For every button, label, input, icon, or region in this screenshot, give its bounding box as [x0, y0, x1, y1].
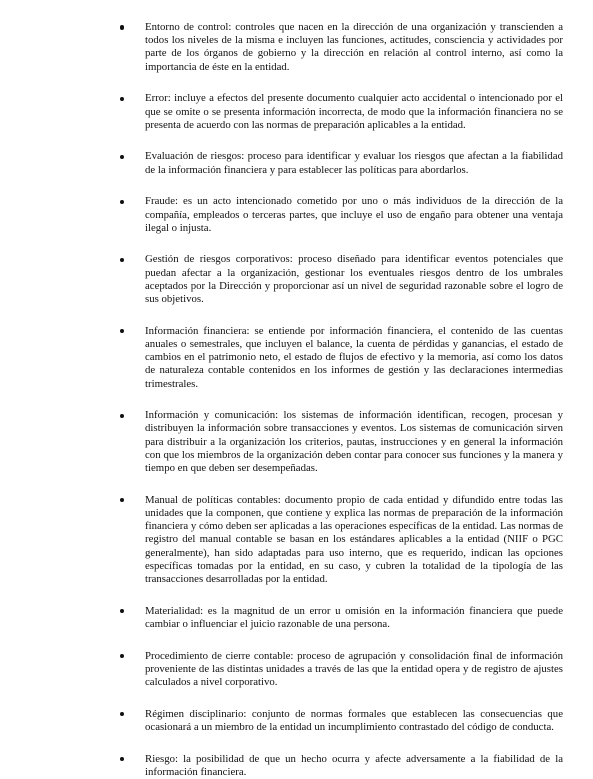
bullet-icon [118, 650, 126, 663]
definition-item [145, 708, 563, 734]
definition-item [145, 650, 563, 690]
bullet-icon [118, 92, 126, 105]
bullet-icon [118, 494, 126, 507]
definition-text: Entorno de control: controles que nacen en la dirección de una organización y transcienden a todos los niveles de la misma e incluyen las funciones, actitudes, consciencia y actividades por parte de los órganos de gobierno y la dirección en relación al control interno, así como la importancia de éste en la entidad. [145, 21, 563, 73]
definition-item [145, 150, 563, 176]
bullet-icon [118, 195, 126, 208]
definition-text: Gestión de riesgos corporativos: proceso diseñado para identificar eventos potenciales que puedan afectar a la organización, gestionar los eventuales riesgos dentro de los umbrales aceptados por la Dirección y proporcionar así un nivel de seguridad razonable sobre el logro de sus objetivos. [145, 253, 563, 306]
definition-item [145, 253, 563, 306]
definition-text: Evaluación de riesgos: proceso para identificar y evaluar los riesgos que afectan a la fiabilidad de la información financiera y para establecer las políticas para abordarlos. [145, 150, 563, 176]
definition-text: Procedimiento de cierre contable: proceso de agrupación y consolidación final de información proveniente de las distintas unidades a través de las que la entidad opera y de registro de ajustes calculados a nivel corporativo. [145, 649, 563, 689]
definition-text: Fraude: es un acto intencionado cometido por uno o más individuos de la dirección de la compañía, empleados o terceras partes, que incluye el uso de engaño para obtener una ventaja ilegal o injusta. [145, 195, 563, 234]
definition-text: Régimen disciplinario: conjunto de normas formales que establecen las consecuencias que ocasionará a un miembro de la entidad un incumplimiento contrastado del código de conducta. [145, 707, 563, 733]
bullet-icon [118, 253, 126, 266]
definition-text: Manual de políticas contables: documento propio de cada entidad y difundido entre todas las unidades que la componen, que contiene y explica las normas de preparación de la información financiera y cómo deben ser aplicadas a las operaciones específicas de la entidad. Las normas de registro del manual contable se basan en los estándares aplicables a la entidad (NIIF o PGC generalmente), han sido adaptadas para uso interno, que es requerido, indican las opciones específicas tomadas por la entidad, en su caso, y cubren la totalidad de la tipología de las transacciones desarrolladas por la entidad. [145, 493, 563, 585]
definition-text: Error: incluye a efectos del presente documento cualquier acto accidental o intencionado por el que se omite o se presenta información incorrecta, de modo que la información financiera no se presenta de acuerdo con las normas de preparación aplicables a la entidad. [145, 92, 563, 131]
definition-item [145, 605, 563, 631]
definition-text: Información y comunicación: los sistemas de información identifican, recogen, procesan y distribuyen la información sobre transacciones y eventos. Los sistemas de comunicación sirven para distribuir a la organización los criterios, pautas, instrucciones y en general la información con que los miembros de la organización deben contar para conocer sus funciones y la manera y tiempo en que deben ser desempeñadas. [145, 409, 563, 475]
bullet-icon [118, 753, 126, 766]
definition-item [145, 494, 563, 586]
definition-item [145, 92, 563, 132]
definition-text: Información financiera: se entiende por información financiera, el contenido de las cuentas anuales o semestrales, que incluyen el balance, la cuenta de pérdidas y ganancias, el estado de cambios en el patrimonio neto, el estado de flujos de efectivo y la memoria, así como los datos de naturaleza contable contenidos en los informes de gestión y las declaraciones intermedias trimestrales. [145, 324, 563, 390]
definition-item [145, 21, 563, 74]
definition-item [145, 753, 563, 779]
bullet-icon [118, 605, 126, 618]
bullet-icon [118, 150, 126, 163]
definition-item [145, 195, 563, 235]
bullet-icon [118, 21, 126, 34]
definition-item [145, 325, 563, 391]
definition-text: Materialidad: es la magnitud de un error u omisión en la información financiera que puede cambiar o influenciar el juicio razonable de una persona. [145, 604, 563, 630]
bullet-icon [118, 325, 126, 338]
definition-text: Riesgo: la posibilidad de que un hecho ocurra y afecte adversamente a la fiabilidad de la información financiera. [145, 752, 563, 778]
bullet-icon [118, 409, 126, 422]
bullet-icon [118, 708, 126, 721]
definition-item [145, 409, 563, 475]
definitions-list [145, 21, 563, 779]
